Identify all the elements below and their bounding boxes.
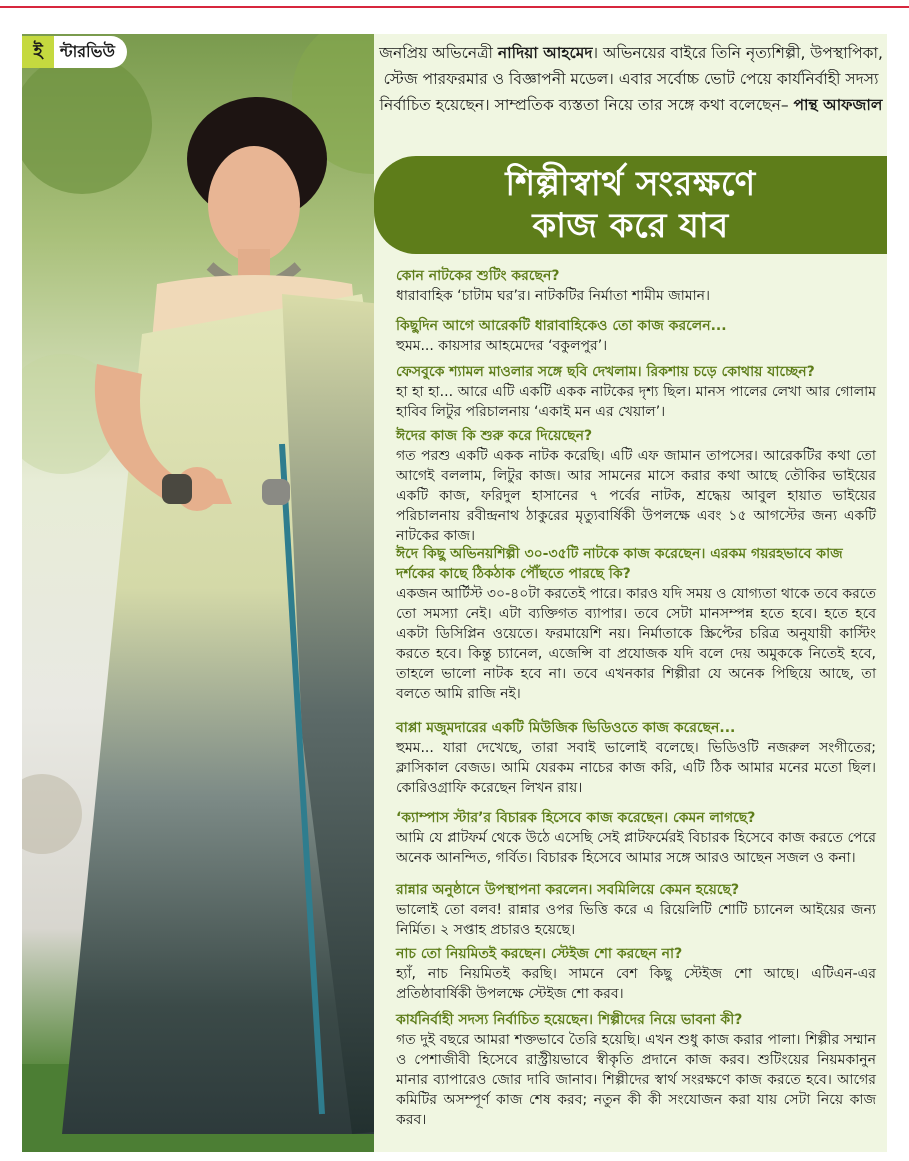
question: কার্যনির্বাহী সদস্য নির্বাচিত হয়েছেন। শিল্পীদের নিয়ে ভাবনা কী? [396, 1012, 743, 1028]
question: ‘ক্যাম্পাস স্টার’র বিচারক হিসেবে কাজ করেছেন। কেমন লাগছে? [396, 810, 756, 826]
intro-text: জনপ্রিয় অভিনেত্রী [379, 44, 498, 62]
question: নাচ তো নিয়মিতই করছেন। স্টেইজ শো করছেন না? [396, 946, 683, 962]
qa-item [396, 880, 876, 940]
question: কোন নাটকের শুটিং করছেন? [396, 268, 560, 284]
intro-text-2: । অভিনয়ের বাইরে তিনি নৃত্যশিল্পী, উপস্থাপিকা, স্টেজ পারফরমার ও বিজ্ঞাপনী মডেল। এবার সর্বোচ্চ ভোট পেয়ে কার্যনির্বাহী সদস্য নির্বাচিত হয়েছেন। সাম্প্রতিক ব্যস্ততা নিয়ে তার সঙ্গে কথা বলেছেন– [379, 44, 883, 114]
question: ঈদের কাজ কি শুরু করে দিয়েছেন? [396, 428, 593, 444]
answer: একজন আর্টিস্ট ৩০-৪০টা করতেই পারে। কারও যদি সময় ও যোগ্যতা থাকে তবে করতে তো সমস্যা নেই। এটা ব্যক্তিগত ব্যাপার। তবে সেটা মানসম্পন্ন হতে হবে। হতে হবে একটা ডিসিপ্লিন ওয়েতে। ফরমায়েশি নয়। নির্মাতাকে স্ক্রিপ্টের চরিত্র অনুযায়ী কাস্টিং করতে হবে। কিন্তু চ্যানেল, এজেন্সি বা প্রযোজক যদি বলে দেয় অমুককে নিতেই হবে, তাহলে ভালো নাটক হবে না। তবে এখনকার শিল্পীরা যে অনেক পিছিয়ে আছে, তা বলতে আমি রাজি নই। [396, 586, 876, 702]
question: ঈদে কিছু অভিনয়শিল্পী ৩০-৩৫টি নাটকে কাজ করেছেন। এরকম গয়রহভাবে কাজ দর্শকের কাছে ঠিকঠাক পৌঁছতে পারছে কি? [396, 546, 843, 582]
intro-paragraph [378, 40, 884, 118]
tag-label: ন্টারভিউ [54, 36, 127, 68]
headline-banner [374, 156, 887, 254]
question: কিছুদিন আগে আরেকটি ধারাবাহিকেও তো কাজ করলেন... [396, 318, 727, 334]
qa-item [396, 316, 876, 356]
answer: গত পরশু একটি একক নাটক করেছি। এটি এফ জামান তাপসের। আরেকটির কথা তো আগেই বললাম, লিটুর কাজ। আর সামনের মাসে করার কথা আছে তৌকির ভাইয়ের একটি কাজ, ফরিদুল হাসানের ৭ পর্বের নাটক, শ্রদ্ধেয় আবুল হায়াত ভাইয়ের পরিচালনায় রবীন্দ্রনাথ ঠাকুরের মৃত্যুবার্ষিকী উপলক্ষে এবং ১৫ আগস্টের জন্য একটি নাটকের কাজ। [396, 448, 876, 544]
answer: হুমম... কায়সার আহমেদের ‘বকুলপুর’। [396, 338, 608, 354]
answer: গত দুই বছরে আমরা শক্তভাবে তৈরি হয়েছি। এখন শুধু কাজ করার পালা। শিল্পীর সম্মান ও পেশাজীবী হিসেবে রাস্ট্রীয়ভাবে স্বীকৃতি প্রদানে কাজ করব। শুটিংয়ের নিয়মকানুন মানার ব্যাপারেও জোর দাবি জানাব। শিল্পীদের স্বার্থ সংরক্ষণে কাজ করতে হবে। আগের কমিটির অসম্পূর্ণ কাজ শেষ করব; নতুন কী কী সংযোজন করা যায় সেটা নিয়ে কাজ করব। [396, 1032, 876, 1128]
qa-item [396, 808, 876, 868]
tag-initial: ই [22, 36, 54, 68]
answer: হ্যাঁ, নাচ নিয়মিতই করছি। সামনে বেশ কিছু স্টেইজ শো আছে। এটিএন-এর প্রতিষ্ঠাবার্ষিকী উপলক্ষে স্টেইজ শো করব। [396, 966, 876, 1002]
section-tag [22, 36, 127, 68]
answer: আমি যে প্লাটফর্ম থেকে উঠে এসেছি সেই প্লাটফর্মেরই বিচারক হিসেবে কাজ করতে পেরে অনেক আনন্দিত, গর্বিত। বিচারক হিসেবে আমার সঙ্গে আরও আছেন সজল ও কনা। [396, 830, 876, 866]
qa-item [396, 944, 876, 1004]
answer: হা হা হা... আরে এটি একটি একক নাটকের দৃশ্য ছিল। মানস পালের লেখা আর গোলাম হাবিব লিটুর পরিচালনায় ‘একাই মন এর খেয়াল’। [396, 384, 876, 420]
question: বাপ্পা মজুমদারের একটি মিউজিক ভিডিওতে কাজ করেছেন... [396, 720, 736, 736]
top-red-rule [0, 0, 909, 8]
question: ফেসবুকে শ্যামল মাওলার সঙ্গে ছবি দেখলাম। রিকশায় চড়ে কোথায় যাচ্ছেন? [396, 364, 815, 380]
question: রান্নার অনুষ্ঠানে উপস্থাপনা করলেন। সবমিলিয়ে কেমন হয়েছে? [396, 882, 740, 898]
answer: ধারাবাহিক ‘চাটাম ঘর’র। নাটকটির নির্মাতা শামীম জামান। [396, 288, 711, 304]
answer: ভালোই তো বলব! রান্নার ওপর ভিত্তি করে এ রিয়েলিটি শোটি চ্যানেল আইয়ের জন্য নির্মিত। ২ সপ্তাহ প্রচারও হয়েছে। [396, 902, 876, 938]
qa-item [396, 544, 876, 704]
qa-item [396, 1010, 876, 1130]
answer: হুমম... যারা দেখেছে, তারা সবাই ভালোই বলেছে। ভিডিওটি নজরুল সংগীতের; ক্লাসিকাল বেজড। আমি যেরকম নাচের কাজ করি, এটি ঠিক আমার মনের মতো ছিল। কোরিওগ্রাফি করেছেন লিখন রায়। [396, 740, 876, 796]
qa-item [396, 266, 876, 306]
headline-line-1: শিল্পীস্বার্থ সংরক্ষণে [505, 164, 756, 204]
author-name: পান্থ আফজাল [793, 96, 883, 114]
interviewee-name: নাদিয়া আহমেদ [497, 44, 593, 62]
qa-item [396, 362, 876, 422]
headline-line-2: কাজ করে যাব [532, 206, 729, 246]
qa-item [396, 718, 876, 798]
qa-item [396, 426, 876, 546]
